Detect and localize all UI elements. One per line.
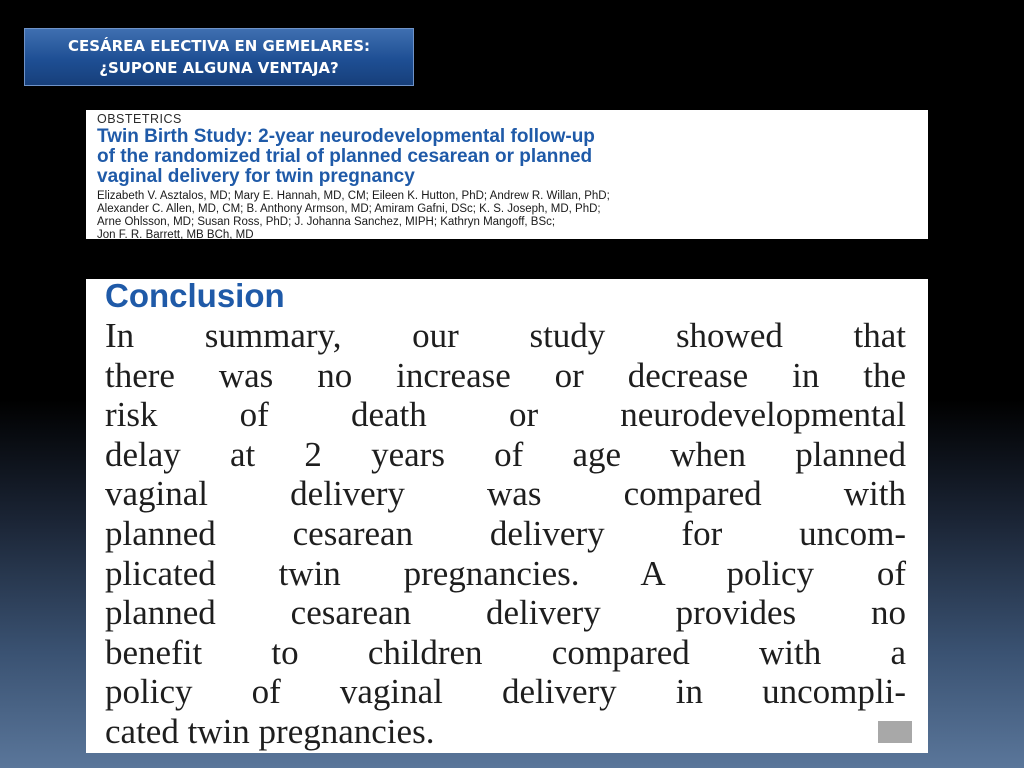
slide-title-box [24, 28, 414, 86]
paper-title-line: vaginal delivery for twin pregnancy [97, 166, 415, 187]
conclusion-line: planned cesarean delivery provides no [105, 593, 906, 633]
conclusion-line: In summary, our study showed that [105, 316, 906, 355]
author-line: Alexander C. Allen, MD, CM; B. Anthony Armson, MD; Amiram Gafni, DSc; K. S. Joseph, MD, PhD; [97, 203, 601, 215]
author-line: Jon F. R. Barrett, MB BCh, MD [97, 229, 254, 239]
paper-title [97, 127, 918, 187]
conclusion-panel [86, 279, 928, 753]
paper-title-line: Twin Birth Study: 2-year neurodevelopmental follow-up [97, 126, 595, 147]
paper-title-line: of the randomized trial of planned cesarean or planned [97, 146, 593, 167]
conclusion-line: delay at 2 years of age when planned [105, 434, 906, 474]
conclusion-line: risk of death or neurodevelopmental [105, 395, 906, 435]
conclusion-line: policy of vaginal delivery in uncompli- [105, 672, 906, 712]
conclusion-text [105, 316, 906, 752]
author-line: Elizabeth V. Asztalos, MD; Mary E. Hannah, MD, CM; Eileen K. Hutton, PhD; Andrew R. Willan, PhD; [97, 190, 610, 202]
gray-marker-block [878, 721, 912, 743]
conclusion-line: plicated twin pregnancies. A policy of [105, 553, 906, 593]
article-header-panel [86, 110, 928, 239]
conclusion-heading: Conclusion [105, 279, 285, 314]
conclusion-line: cated twin pregnancies. [105, 711, 435, 751]
slide-title-line-2: ¿SUPONE ALGUNA VENTAJA? [99, 59, 339, 77]
author-list [97, 190, 918, 239]
section-label: OBSTETRICS [97, 112, 182, 126]
conclusion-line: planned cesarean delivery for uncom- [105, 513, 906, 553]
conclusion-line: there was no increase or decrease in the [105, 355, 906, 395]
author-line: Arne Ohlsson, MD; Susan Ross, PhD; J. Johanna Sanchez, MIPH; Kathryn Mangoff, BSc; [97, 216, 556, 228]
conclusion-line: benefit to children compared with a [105, 632, 906, 672]
conclusion-line: vaginal delivery was compared with [105, 474, 906, 514]
slide-title-line-1: CESÁREA ELECTIVA EN GEMELARES: [67, 37, 371, 55]
